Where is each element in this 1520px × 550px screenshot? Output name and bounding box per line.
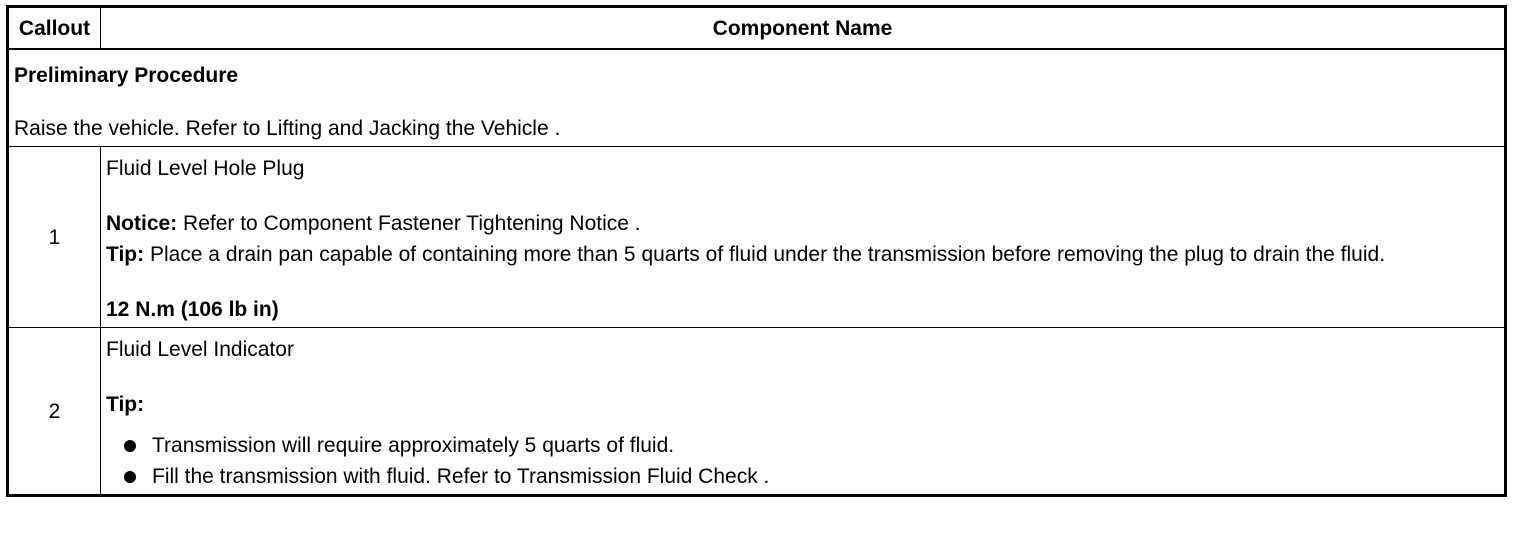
component-cell: [101, 147, 1506, 328]
component-name-header: Component Name: [101, 7, 1506, 50]
callout-number: 1: [8, 147, 101, 328]
table-row: [8, 328, 1506, 496]
component-cell: [101, 328, 1506, 496]
callout-header: Callout: [8, 7, 101, 50]
torque-spec: 12 N.m (106 lb in): [106, 298, 279, 321]
spacer: [106, 365, 1499, 389]
spacer: [106, 184, 1499, 208]
header-row: [8, 7, 1506, 50]
tip-label: Tip:: [106, 393, 145, 416]
table-row: [8, 147, 1506, 328]
tip-line: [106, 239, 1499, 270]
callout-number: 2: [8, 328, 101, 496]
procedure-table: [6, 5, 1507, 497]
list-item: Fill the transmission with fluid. Refer to Transmission Fluid Check .: [152, 461, 1499, 492]
preliminary-cell: [8, 49, 1506, 147]
component-name: Fluid Level Indicator: [106, 338, 294, 361]
preliminary-text: Raise the vehicle. Refer to Lifting and Jacking the Vehicle .: [14, 117, 561, 140]
notice-text: Refer to Component Fastener Tightening Notice .: [177, 212, 641, 235]
spacer: [14, 91, 1499, 113]
notice-line: [106, 208, 1499, 239]
spacer: [106, 270, 1499, 294]
tip-text: Place a drain pan capable of containing more than 5 quarts of fluid under the transmission before removing the plug to drain the fluid.: [144, 243, 1386, 266]
component-name: Fluid Level Hole Plug: [106, 157, 305, 180]
list-item: Transmission will require approximately 5 quarts of fluid.: [152, 430, 1499, 461]
tip-bullet-list: [106, 430, 1499, 492]
preliminary-row: [8, 49, 1506, 147]
tip-label: Tip:: [106, 243, 145, 266]
notice-label: Notice:: [106, 212, 178, 235]
preliminary-title: Preliminary Procedure: [14, 64, 239, 87]
